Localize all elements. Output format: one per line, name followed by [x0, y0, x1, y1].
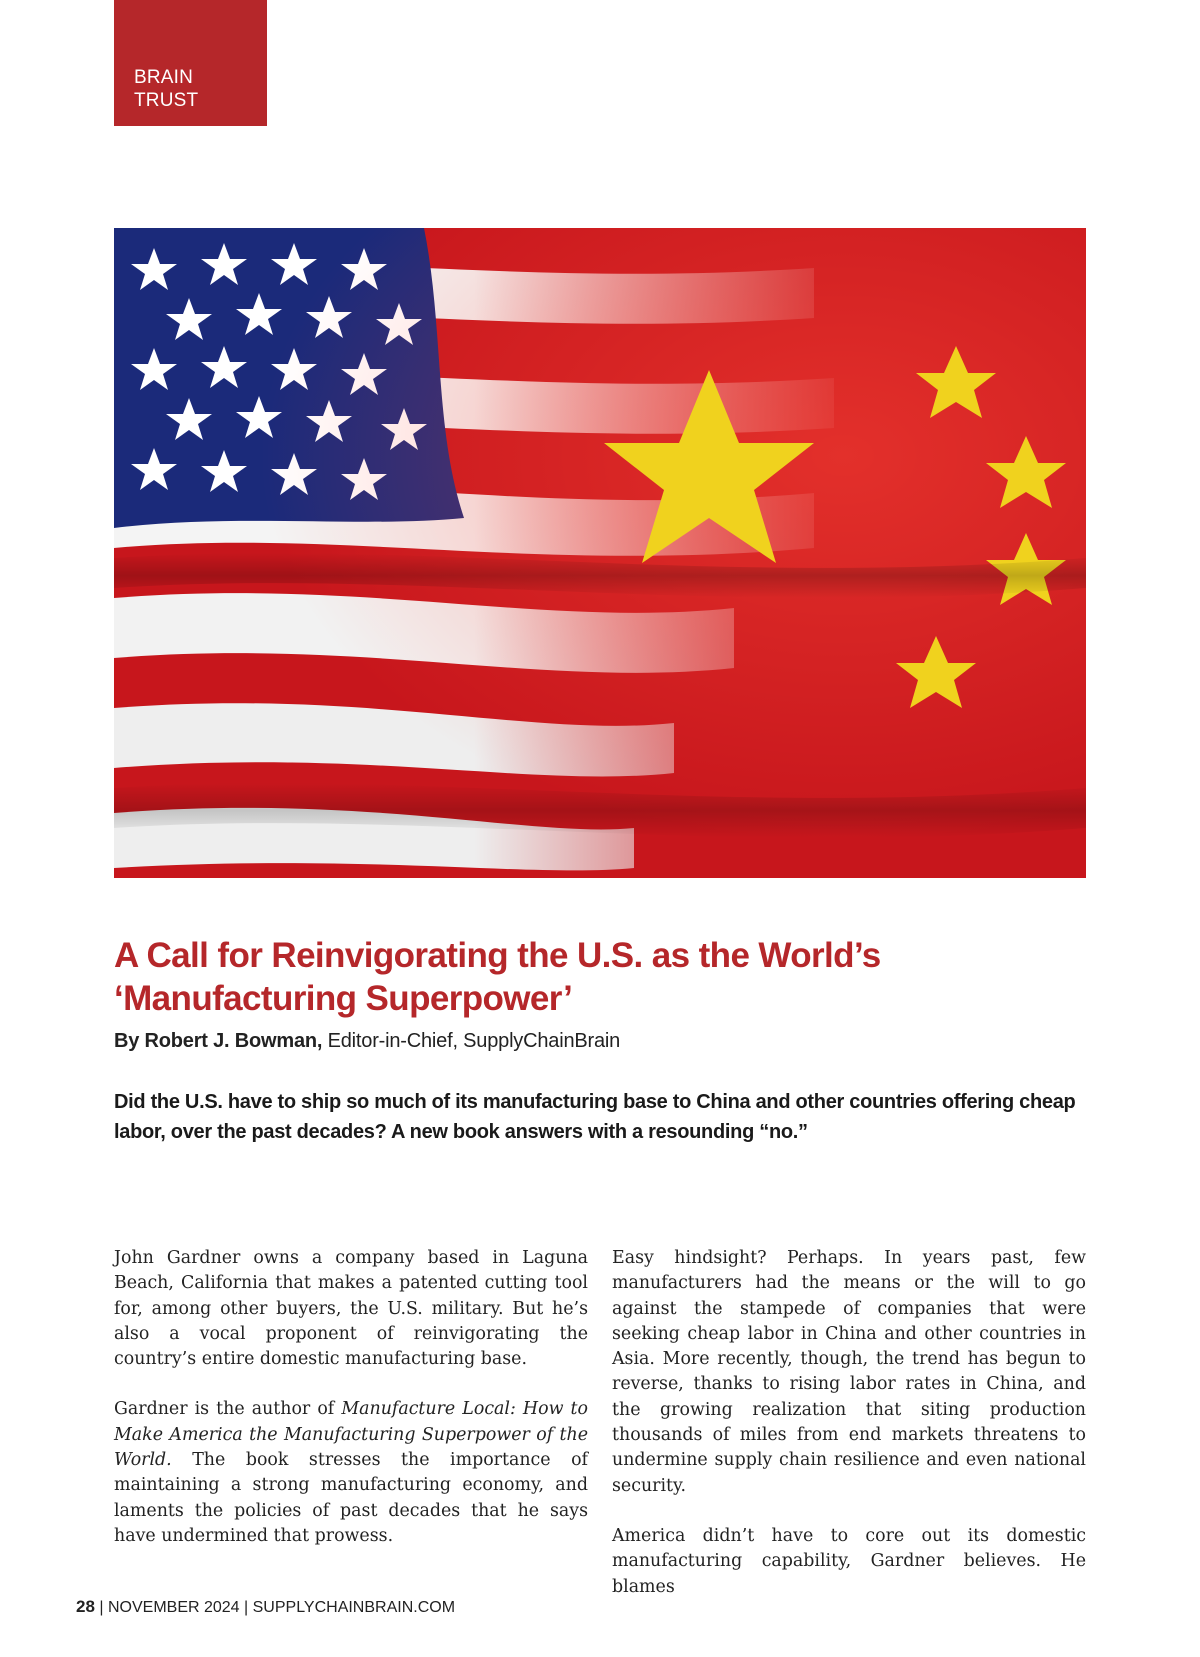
article-title	[114, 934, 1014, 1020]
article-column-right	[612, 1246, 1086, 1625]
us-china-flags-illustration	[114, 228, 1086, 878]
footer-text: | NOVEMBER 2024 | SUPPLYCHAINBRAIN.COM	[94, 1599, 456, 1616]
title-line2: ‘Manufacturing Superpower’	[114, 979, 573, 1018]
article-dek: Did the U.S. have to ship so much of its manufacturing base to China and other countries offering cheap labor, over the past decades? A new book answers with a resounding “no.”	[114, 1091, 1076, 1143]
section-tag-line2: TRUST	[134, 90, 199, 111]
book-title: Manufacture Local: How to Make America the Manufacturing Superpower of the World.	[114, 1399, 588, 1471]
section-tag	[114, 0, 267, 126]
hero-flags-image	[114, 228, 1086, 878]
paragraph: Easy hindsight? Perhaps. In years past, few manufacturers had the means or the will to go against the stampede of companies that were seeking cheap labor in China and other countries in Asia. More recently, though, the trend has begun to reverse, thanks to rising labor rates in China, and the growing realization that siting production thousands of miles from end markets threatens to undermine supply chain resilience and even national security.	[612, 1248, 1086, 1496]
section-tag-line1: BRAIN	[134, 67, 194, 88]
article-column-left	[114, 1246, 588, 1574]
byline	[114, 1030, 620, 1053]
page-footer	[76, 1597, 455, 1617]
title-line1: A Call for Reinvigorating the U.S. as the World’s	[114, 936, 881, 975]
byline-role: Editor-in-Chief, SupplyChainBrain	[322, 1030, 621, 1052]
page-number: 28	[76, 1597, 95, 1616]
paragraph-text: Gardner is the author of	[114, 1399, 342, 1420]
byline-author: By Robert J. Bowman,	[114, 1030, 323, 1052]
paragraph: John Gardner owns a company based in Laguna Beach, California that makes a patented cutting tool for, among other buyers, the U.S. military. But he’s also a vocal proponent of reinvigorating the country’s entire domestic manufacturing base.	[114, 1248, 588, 1370]
paragraph	[114, 1397, 588, 1549]
paragraph: America didn’t have to core out its domestic manufacturing capability, Gardner believes. He blames	[612, 1525, 1086, 1597]
paragraph-text: The book stresses the importance of maintaining a strong manufacturing economy, and laments the policies of past decades that he says have undermined that prowess.	[114, 1450, 588, 1546]
